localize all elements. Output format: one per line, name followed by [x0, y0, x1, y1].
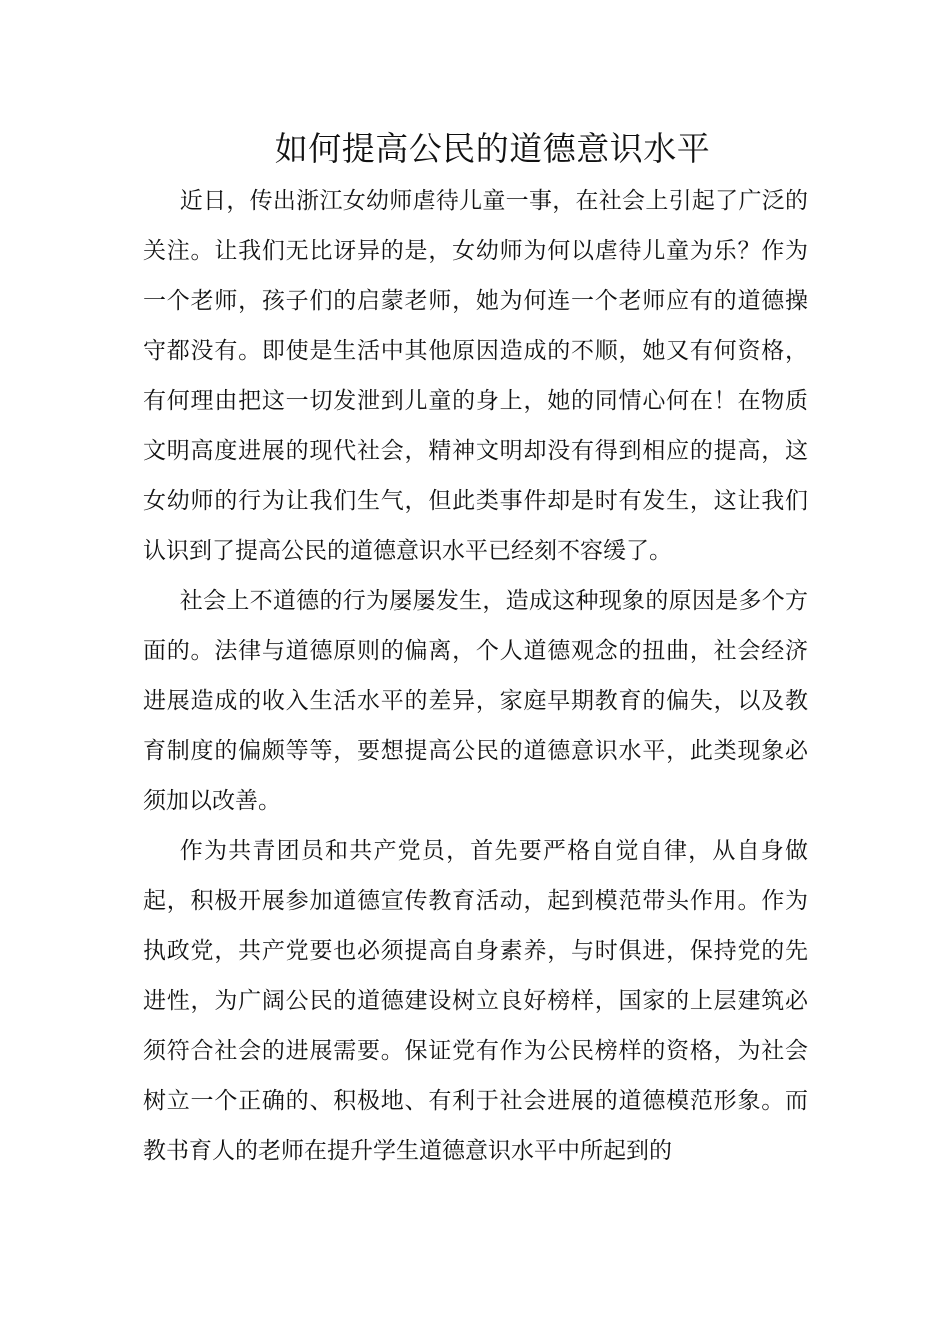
document-body: [143, 176, 808, 1176]
paragraph-3: 作为共青团员和共产党员，首先要严格自觉自律，从自身做起，积极开展参加道德宣传教育活动，起到模范带头作用。作为执政党，共产党要也必须提高自身素养，与时俱进，保持党的先进性，为广阔公民的道德建设树立良好榜样，国家的上层建筑必须符合社会的进展需要。保证党有作为公民榜样的资格，为社会树立一个正确的、积极地、有利于社会进展的道德模范形象。而教书育人的老师在提升学生道德意识水平中所起到的: [143, 838, 808, 1164]
paragraph-1: 近日，传出浙江女幼师虐待儿童一事，在社会上引起了广泛的关注。让我们无比讶异的是，女幼师为何以虐待儿童为乐？作为一个老师，孩子们的启蒙老师，她为何连一个老师应有的道德操守都没有。即使是生活中其他原因造成的不顺，她又有何资格，有何理由把这一切发泄到儿童的身上，她的同情心何在！在物质文明高度进展的现代社会，精神文明却没有得到相应的提高，这女幼师的行为让我们生气，但此类事件却是时有发生，这让我们认识到了提高公民的道德意识水平已经刻不容缓了。: [143, 188, 808, 564]
document-title: 如何提高公民的道德意识水平: [274, 129, 711, 168]
paragraph-2: 社会上不道德的行为屡屡发生，造成这种现象的原因是多个方面的。法律与道德原则的偏离，个人道德观念的扭曲，社会经济进展造成的收入生活水平的差异，家庭早期教育的偏失，以及教育制度的偏颇等等，要想提高公民的道德意识水平，此类现象必须加以改善。: [143, 588, 808, 814]
